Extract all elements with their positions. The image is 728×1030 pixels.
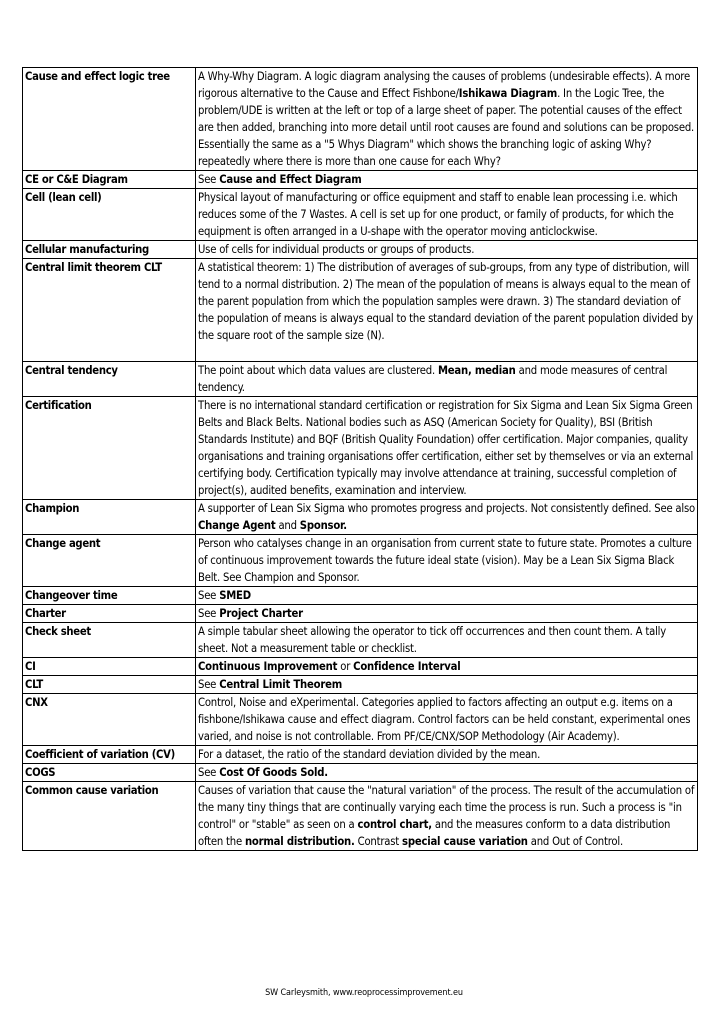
glossary-row: [23, 500, 698, 535]
glossary-definition: [196, 623, 698, 658]
page-footer: SW Carleysmith, www.reoprocessimprovement.eu: [265, 988, 463, 998]
glossary-row: [23, 605, 698, 623]
glossary-row: [23, 676, 698, 694]
glossary-definition: [196, 68, 698, 171]
definition-bold-text: Sponsor.: [299, 519, 347, 532]
definition-text: A Why-Why Diagram. A logic diagram analysing the causes of problems (undesirable effects). A more rigorous alternative to the Cause and Effect Fishbone/: [198, 70, 690, 100]
definition-text: For a dataset, the ratio of the standard deviation divided by the mean.: [198, 748, 541, 761]
glossary-row: [23, 746, 698, 764]
glossary-term: Cause and effect logic tree: [23, 68, 196, 171]
definition-text: and mode measures of central tendency.: [198, 364, 668, 394]
definition-text: There is no international standard certification or registration for Six Sigma and Lean Six Sigma Green Belts and Black Belts. National bodies such as ASQ (American Society for Quality), BSI (British Standards Institute) and BQF (British Quality Foundation) offer certification. Major companies, quality organisations and training organisations offer certification, either set by themselves or via an external certifying body. Certification typically may involve attendance at training, successful completion of project(s), audited benefits, examination and interview.: [198, 399, 694, 497]
definition-text: Person who catalyses change in an organisation from current state to future state. Promotes a culture of continuous improvement towards the future ideal state (vision). May be a Lean Six Sigma Black Belt. See Champion and Sponsor.: [198, 537, 692, 584]
glossary-row: [23, 694, 698, 746]
definition-text: A supporter of Lean Six Sigma who promotes progress and projects. Not consistently defined. See also: [198, 502, 695, 515]
definition-bold-text: Continuous Improvement: [198, 660, 338, 673]
glossary-term: COGS: [23, 764, 196, 782]
glossary-definition: [196, 782, 698, 851]
glossary-row: [23, 535, 698, 587]
glossary-definition: [196, 362, 698, 397]
glossary-row: [23, 259, 698, 362]
glossary-row: [23, 189, 698, 241]
definition-text: Causes of variation that cause the "natural variation" of the process. The result of the accumulation of the many tiny things that are continually varying each time the process is run. Such a process is "in control" or "stable" as seen on a: [198, 784, 695, 831]
definition-bold-text: Mean, median: [437, 364, 516, 377]
glossary-term: CLT: [23, 676, 196, 694]
glossary-term: Changeover time: [23, 587, 196, 605]
definition-text: See: [198, 589, 220, 602]
glossary-definition: [196, 189, 698, 241]
glossary-definition: [196, 241, 698, 259]
definition-bold-text: Ishikawa Diagram: [458, 87, 558, 100]
glossary-definition: [196, 605, 698, 623]
glossary-row: [23, 764, 698, 782]
glossary-row: [23, 68, 698, 171]
glossary-row: [23, 782, 698, 851]
glossary-row: [23, 171, 698, 189]
definition-text: See: [198, 607, 220, 620]
glossary-definition: [196, 746, 698, 764]
glossary-definition: [196, 694, 698, 746]
glossary-row: [23, 362, 698, 397]
definition-text: Contrast: [354, 835, 403, 848]
glossary-definition: [196, 500, 698, 535]
glossary-term: CE or C&E Diagram: [23, 171, 196, 189]
glossary-term: Cell (lean cell): [23, 189, 196, 241]
definition-text: and the measures conform to a data distribution often the: [198, 818, 671, 848]
glossary-term: Cellular manufacturing: [23, 241, 196, 259]
definition-text: or: [337, 660, 354, 673]
glossary-row: [23, 587, 698, 605]
glossary-row: [23, 623, 698, 658]
glossary-term: Change agent: [23, 535, 196, 587]
definition-bold-text: Confidence Interval: [353, 660, 461, 673]
definition-text: Control, Noise and eXperimental. Categories applied to factors affecting an output e.g. items on a fishbone/Ishikawa cause and effect diagram. Control factors can be held constant, experimental ones varied, and noise is not controllable. From PF/CE/CNX/SOP Methodology (Air Academy).: [198, 696, 691, 743]
definition-text: A simple tabular sheet allowing the operator to tick off occurrences and then count them. A tally sheet. Not a measurement table or checklist.: [198, 625, 667, 655]
glossary-definition: [196, 764, 698, 782]
definition-bold-text: Central Limit Theorem: [219, 678, 343, 691]
glossary-term: Common cause variation: [23, 782, 196, 851]
glossary-row: [23, 658, 698, 676]
definition-text: and: [275, 519, 300, 532]
glossary-definition: [196, 587, 698, 605]
glossary-definition: [196, 397, 698, 500]
glossary-term: CNX: [23, 694, 196, 746]
glossary-row: [23, 241, 698, 259]
definition-bold-text: special cause variation: [402, 835, 528, 848]
definition-text: and Out of Control.: [527, 835, 623, 848]
glossary-term: Check sheet: [23, 623, 196, 658]
glossary-term: Central limit theorem CLT: [23, 259, 196, 362]
glossary-definition: [196, 658, 698, 676]
definition-text: Use of cells for individual products or groups of products.: [198, 243, 475, 256]
glossary-definition: [196, 259, 698, 362]
definition-text: The point about which data values are clustered.: [198, 364, 438, 377]
glossary-term: Champion: [23, 500, 196, 535]
glossary-term: Charter: [23, 605, 196, 623]
glossary-definition: [196, 171, 698, 189]
definition-bold-text: SMED: [219, 589, 251, 602]
glossary-definition: [196, 535, 698, 587]
glossary-definition: [196, 676, 698, 694]
definition-bold-text: Cost Of Goods Sold.: [219, 766, 328, 779]
glossary-table: [22, 67, 698, 851]
definition-text: See: [198, 173, 220, 186]
glossary-term: Certification: [23, 397, 196, 500]
glossary-row: [23, 397, 698, 500]
definition-bold-text: control chart,: [357, 818, 432, 831]
definition-text: Physical layout of manufacturing or office equipment and staff to enable lean processing i.e. which reduces some of the 7 Wastes. A cell is set up for one product, or family of products, for which the equipment is often arranged in a U-shape with the operator moving anticlockwise.: [198, 191, 678, 238]
glossary-term: CI: [23, 658, 196, 676]
definition-text: A statistical theorem: 1) The distribution of averages of sub-groups, from any type of distribution, will tend to a normal distribution. 2) The mean of the population of means is always equal to the mean of the parent population from which the population samples were drawn. 3) The standard deviation of the population of means is always equal to the standard deviation of the parent population divided by the square root of the sample size (N).: [198, 261, 694, 342]
definition-bold-text: Change Agent: [198, 519, 276, 532]
definition-bold-text: Project Charter: [219, 607, 303, 620]
glossary-term: Central tendency: [23, 362, 196, 397]
definition-text: See: [198, 678, 220, 691]
definition-bold-text: Cause and Effect Diagram: [219, 173, 362, 186]
definition-bold-text: normal distribution.: [244, 835, 355, 848]
glossary-term: Coefficient of variation (CV): [23, 746, 196, 764]
definition-text: . In the Logic Tree, the problem/UDE is written at the left or top of a large sheet of paper. The potential causes of the effect are then added, branching into more detail until root causes are found and solutions can be proposed. Essentially the same as a "5 Whys Diagram" which shows the branching logic of asking Why? repeatedly where there is more than one cause for each Why?: [198, 87, 695, 168]
definition-text: See: [198, 766, 220, 779]
